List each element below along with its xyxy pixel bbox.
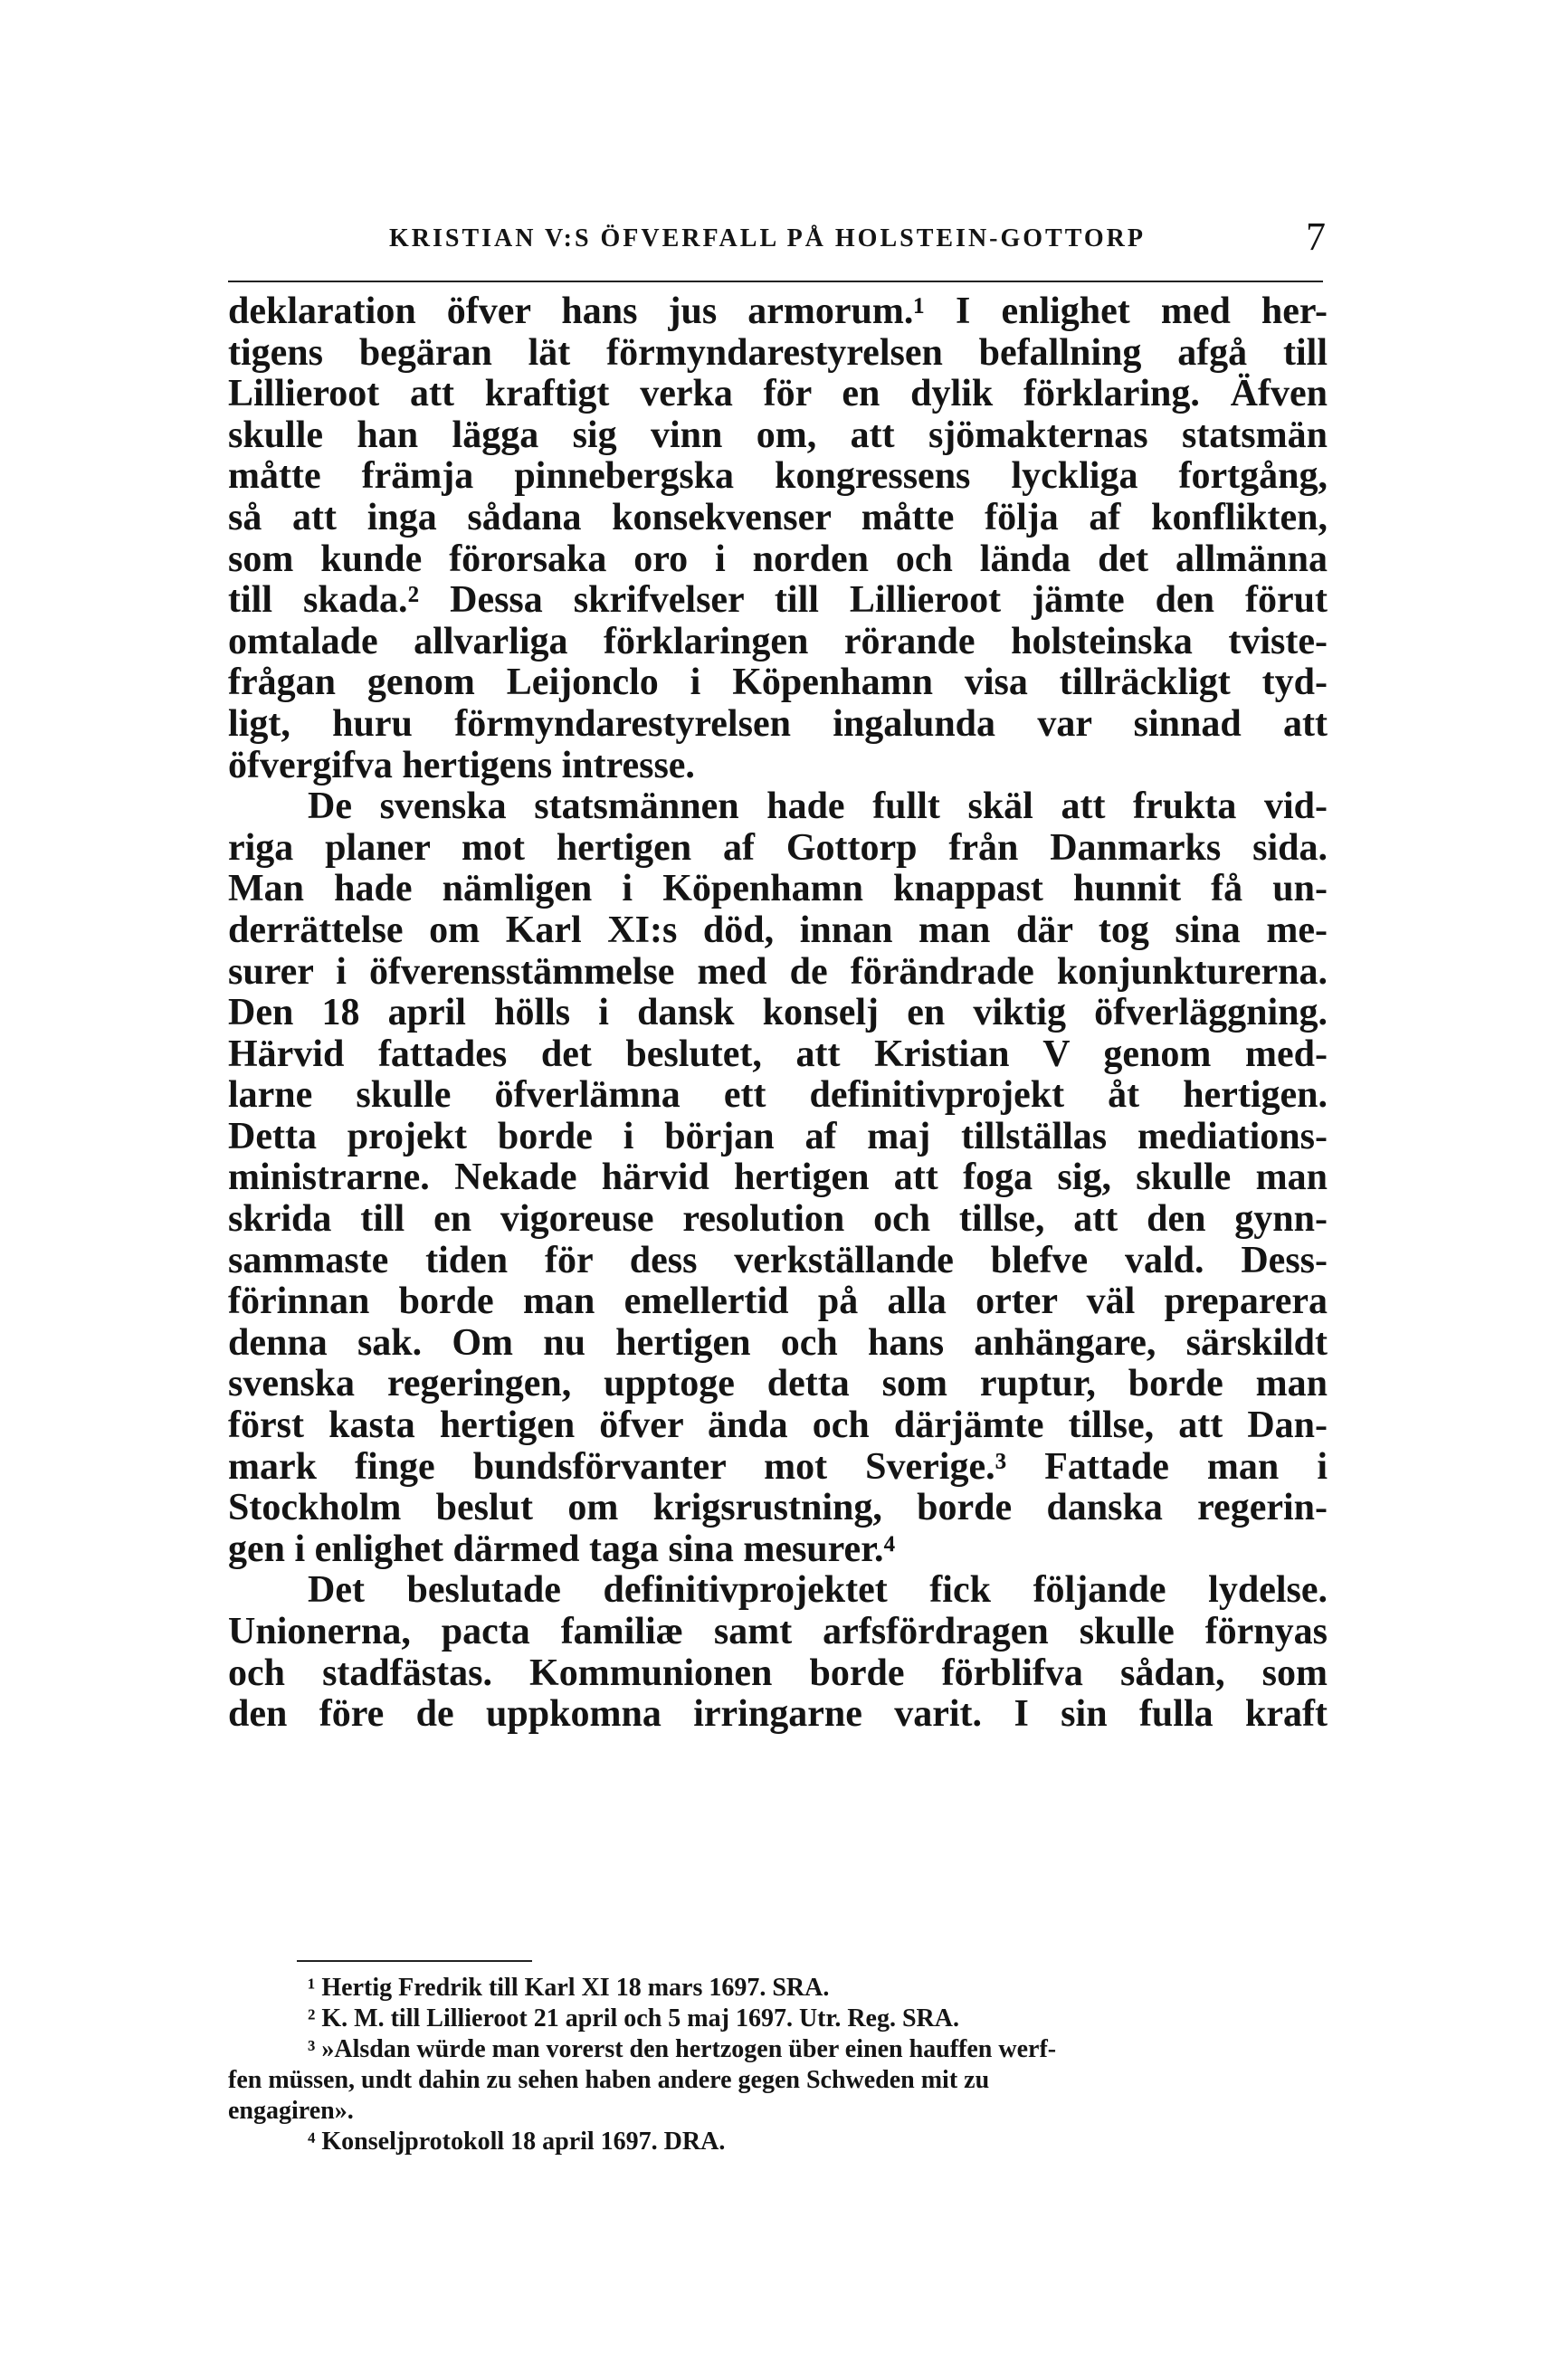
text-line: Den 18 april hölls i dansk konselj en viktig öfverläggning. xyxy=(228,992,1328,1034)
text-line: frågan genom Leijonclo i Köpenhamn visa tillräckligt tyd- xyxy=(228,662,1328,704)
text-line: denna sak. Om nu hertigen och hans anhängare, särskildt xyxy=(228,1321,1328,1364)
text-line: till skada.² Dessa skrifvelser till Lillieroot jämte den förut xyxy=(228,579,1328,622)
text-line: Man hade nämligen i Köpenhamn knappast hunnit få un- xyxy=(228,868,1328,910)
footnote-line: engagiren». xyxy=(228,2097,354,2125)
footnote-line: ⁴ Konseljprotokoll 18 april 1697. DRA. xyxy=(308,2128,726,2156)
text-line: Stockholm beslut om krigsrustning, borde danska regerin- xyxy=(228,1487,1328,1529)
running-head xyxy=(226,214,1326,261)
footnote-rule xyxy=(297,1960,532,1962)
text-line: omtalade allvarliga förklaringen rörande holsteinska tviste- xyxy=(228,620,1328,662)
text-line: Det beslutade definitivprojektet fick följande lydelse. xyxy=(308,1569,1328,1612)
text-line: riga planer mot hertigen af Gottorp från Danmarks sida. xyxy=(228,826,1328,869)
text-line: svenska regeringen, upptoge detta som ruptur, borde man xyxy=(228,1363,1328,1405)
text-line: Detta projekt borde i början af maj tillställas mediations- xyxy=(228,1115,1328,1157)
text-line: ligt, huru förmyndarestyrelsen ingalunda var sinnad att xyxy=(228,702,1328,745)
running-title: KRISTIAN V:S ÖFVERFALL PÅ HOLSTEIN-GOTTORP xyxy=(389,224,1147,252)
text-line: tigens begäran lät förmyndarestyrelsen befallning afgå till xyxy=(228,331,1328,374)
text-line: derrättelse om Karl XI:s död, innan man där tog sina me- xyxy=(228,909,1328,951)
header-rule xyxy=(228,281,1323,282)
text-line: öfvergifva hertigens intresse. xyxy=(228,744,695,786)
footnote-line: ² K. M. till Lillieroot 21 april och 5 maj 1697. Utr. Reg. SRA. xyxy=(308,2004,960,2033)
text-line: surer i öfverensstämmelse med de förändrade konjunkturerna. xyxy=(228,950,1328,993)
text-line: sammaste tiden för dess verkställande blefve vald. Dess- xyxy=(228,1239,1328,1281)
text-line: skrida till en vigoreuse resolution och tillse, att den gynn- xyxy=(228,1198,1328,1241)
text-line: först kasta hertigen öfver ända och därjämte tillse, att Dan- xyxy=(228,1404,1328,1447)
text-line: Lillieroot att kraftigt verka för en dylik förklaring. Äfven xyxy=(228,373,1328,415)
text-line: förinnan borde man emellertid på alla orter väl preparera xyxy=(228,1280,1328,1323)
text-line: gen i enlighet därmed taga sina mesurer.⁴ xyxy=(228,1528,896,1570)
body-text xyxy=(228,291,1328,1736)
text-line: måtte främja pinnebergska kongressens lyckliga fortgång, xyxy=(228,455,1328,498)
footnote-line: ¹ Hertig Fredrik till Karl XI 18 mars 1697. SRA. xyxy=(308,1974,830,2002)
text-line: Unionerna, pacta familiæ samt arfsfördragen skulle förnyas xyxy=(228,1611,1328,1652)
text-line: den före de uppkomna irringarne varit. I sin fulla kraft xyxy=(228,1693,1328,1736)
text-line: larne skulle öfverlämna ett definitivprojekt åt hertigen. xyxy=(228,1074,1328,1117)
text-line: skulle han lägga sig vinn om, att sjömakternas statsmän xyxy=(228,414,1328,456)
footnote-line: ³ »Alsdan würde man vorerst den hertzogen über einen hauffen werf- xyxy=(308,2035,1057,2063)
text-line: Härvid fattades det beslutet, att Kristian V genom med- xyxy=(228,1033,1328,1075)
footnotes xyxy=(228,1973,1328,2157)
text-line: ministrarne. Nekade härvid hertigen att foga sig, skulle man xyxy=(228,1157,1328,1199)
text-line: så att inga sådana konsekvenser måtte följa af konflikten, xyxy=(228,496,1328,538)
text-line: och stadfästas. Kommunionen borde förblifva sådan, som xyxy=(228,1652,1328,1694)
text-line: mark finge bundsförvanter mot Sverige.³ Fattade man i xyxy=(228,1445,1328,1488)
footnote-line: fen müssen, undt dahin zu sehen haben andere gegen Schweden mit zu xyxy=(228,2066,990,2094)
text-line: deklaration öfver hans jus armorum.¹ I enlighet med her- xyxy=(228,290,1328,332)
text-line: De svenska statsmännen hade fullt skäl att frukta vid- xyxy=(308,785,1328,828)
text-line: som kunde förorsaka oro i norden och lända det allmänna xyxy=(228,538,1328,580)
page-number: 7 xyxy=(1306,214,1326,259)
